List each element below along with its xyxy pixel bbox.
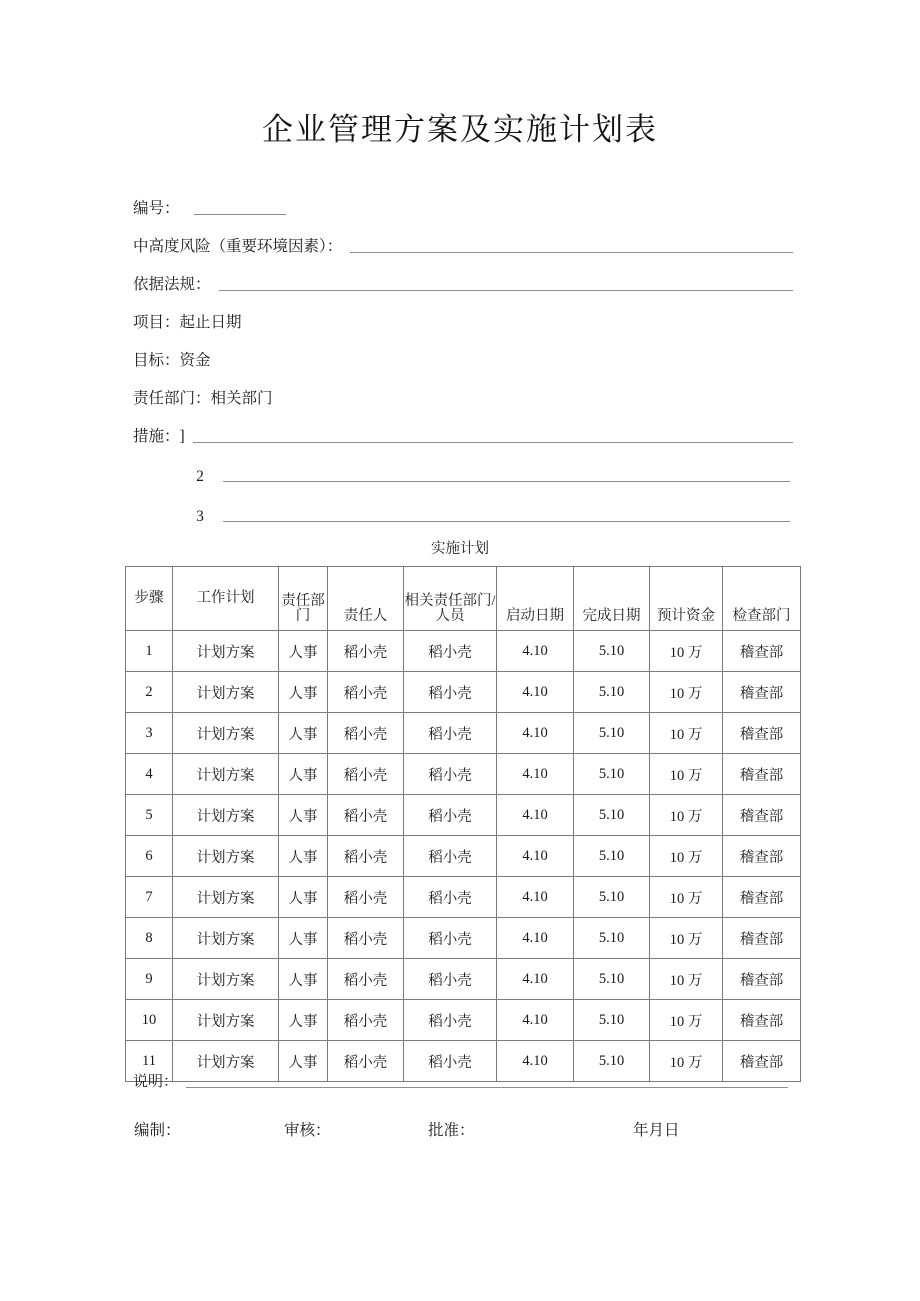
number-label: 编号：: [133, 200, 180, 217]
table-row: [126, 631, 801, 672]
cell-related-parties[interactable]: 稻小壳: [404, 1041, 497, 1082]
column-header-work-plan: 工作计划: [173, 567, 279, 631]
cell-resp-department[interactable]: 人事: [279, 877, 328, 918]
cell-work-plan[interactable]: 计划方案: [173, 877, 279, 918]
cell-finish-date[interactable]: 5.10: [574, 713, 650, 754]
cell-start-date[interactable]: 4.10: [497, 795, 574, 836]
cell-inspection-dept[interactable]: 稽查部: [723, 1000, 801, 1041]
table-header-row: [126, 567, 801, 631]
implementation-plan-table: [125, 566, 801, 1082]
cell-resp-department[interactable]: 人事: [279, 631, 328, 672]
cell-finish-date[interactable]: 5.10: [574, 836, 650, 877]
column-header-start-date: 启动日期: [497, 567, 574, 631]
cell-resp-person[interactable]: 稻小壳: [328, 631, 404, 672]
cell-resp-person[interactable]: 稻小壳: [328, 795, 404, 836]
table-row: [126, 713, 801, 754]
table-row: [126, 836, 801, 877]
cell-inspection-dept[interactable]: 稽查部: [723, 672, 801, 713]
cell-finish-date[interactable]: 5.10: [574, 877, 650, 918]
column-header-step: 步骤: [126, 567, 173, 631]
measures-number-2: 2: [196, 468, 204, 485]
cell-finish-date[interactable]: 5.10: [574, 672, 650, 713]
cell-resp-person[interactable]: 稻小壳: [328, 959, 404, 1000]
date-label[interactable]: 年月日: [633, 1122, 680, 1139]
cell-estimated-funds[interactable]: 10 万: [650, 631, 723, 672]
cell-resp-person[interactable]: 稻小壳: [328, 1000, 404, 1041]
cell-work-plan[interactable]: 计划方案: [173, 1000, 279, 1041]
cell-resp-person[interactable]: 稻小壳: [328, 672, 404, 713]
cell-start-date[interactable]: 4.10: [497, 836, 574, 877]
risk-input-rule[interactable]: [350, 251, 793, 253]
cell-resp-person[interactable]: 稻小壳: [328, 1041, 404, 1082]
cell-estimated-funds[interactable]: 10 万: [650, 877, 723, 918]
cell-inspection-dept[interactable]: 稽查部: [723, 836, 801, 877]
cell-work-plan[interactable]: 计划方案: [173, 754, 279, 795]
cell-finish-date[interactable]: 5.10: [574, 959, 650, 1000]
measures-list: [133, 448, 793, 528]
cell-related-parties[interactable]: 稻小壳: [404, 877, 497, 918]
cell-estimated-funds[interactable]: 10 万: [650, 713, 723, 754]
department-label: 责任部门：: [133, 390, 211, 407]
cell-estimated-funds[interactable]: 10 万: [650, 959, 723, 1000]
measures-number-3: 3: [196, 508, 204, 525]
cell-work-plan[interactable]: 计划方案: [173, 672, 279, 713]
cell-finish-date[interactable]: 5.10: [574, 1041, 650, 1082]
form-row-project: [133, 296, 793, 334]
cell-inspection-dept[interactable]: 稽查部: [723, 713, 801, 754]
cell-start-date[interactable]: 4.10: [497, 672, 574, 713]
cell-resp-person[interactable]: 稻小壳: [328, 754, 404, 795]
cell-start-date[interactable]: 4.10: [497, 631, 574, 672]
cell-step[interactable]: 8: [126, 918, 173, 959]
form-row-number: [133, 182, 793, 220]
cell-related-parties[interactable]: 稻小壳: [404, 672, 497, 713]
cell-related-parties[interactable]: 稻小壳: [404, 1000, 497, 1041]
form-header-block: [133, 182, 793, 528]
cell-step[interactable]: 3: [126, 713, 173, 754]
cell-step[interactable]: 10: [126, 1000, 173, 1041]
cell-start-date[interactable]: 4.10: [497, 877, 574, 918]
goal-label: 目标：: [133, 352, 180, 369]
cell-step[interactable]: 4: [126, 754, 173, 795]
measures-item-3: [133, 488, 793, 528]
cell-resp-department[interactable]: 人事: [279, 918, 328, 959]
cell-resp-department[interactable]: 人事: [279, 754, 328, 795]
note-input-rule[interactable]: [186, 1086, 788, 1088]
table-head: [126, 567, 801, 631]
cell-inspection-dept[interactable]: 稽查部: [723, 918, 801, 959]
approved-by-label[interactable]: 批准：: [428, 1122, 475, 1139]
form-row-measures: [133, 410, 793, 448]
cell-finish-date[interactable]: 5.10: [574, 631, 650, 672]
measures-rule-1[interactable]: [193, 441, 793, 443]
column-header-estimated-funds: 预计资金: [650, 567, 723, 631]
cell-step[interactable]: 5: [126, 795, 173, 836]
cell-related-parties[interactable]: 稻小壳: [404, 836, 497, 877]
form-row-department: [133, 372, 793, 410]
table-row: [126, 1000, 801, 1041]
measures-label: 措施：: [133, 428, 180, 445]
project-label: 项目：: [133, 314, 180, 331]
cell-related-parties[interactable]: 稻小壳: [404, 795, 497, 836]
form-row-risk: [133, 220, 793, 258]
department-value[interactable]: 相关部门: [210, 390, 273, 407]
page-title: 企业管理方案及实施计划表: [262, 112, 658, 147]
cell-step[interactable]: 11: [126, 1041, 173, 1082]
column-header-resp-person: 责任人: [328, 567, 404, 631]
table-row: [126, 959, 801, 1000]
cell-start-date[interactable]: 4.10: [497, 1000, 574, 1041]
cell-finish-date[interactable]: 5.10: [574, 754, 650, 795]
reviewed-by-label[interactable]: 审核：: [284, 1122, 331, 1139]
table-row: [126, 918, 801, 959]
column-header-inspection-dept: 检查部门: [723, 567, 801, 631]
table-caption: 实施计划: [431, 541, 489, 557]
cell-finish-date[interactable]: 5.10: [574, 795, 650, 836]
cell-step[interactable]: 1: [126, 631, 173, 672]
cell-start-date[interactable]: 4.10: [497, 754, 574, 795]
cell-start-date[interactable]: 4.10: [497, 959, 574, 1000]
measures-item-2: [133, 448, 793, 488]
cell-inspection-dept[interactable]: 稽查部: [723, 795, 801, 836]
cell-estimated-funds[interactable]: 10 万: [650, 754, 723, 795]
cell-related-parties[interactable]: 稻小壳: [404, 631, 497, 672]
cell-related-parties[interactable]: 稻小壳: [404, 754, 497, 795]
form-row-goal: [133, 334, 793, 372]
cell-estimated-funds[interactable]: 10 万: [650, 1041, 723, 1082]
cell-work-plan[interactable]: 计划方案: [173, 918, 279, 959]
note-row: [133, 1070, 788, 1093]
column-header-finish-date: 完成日期: [574, 567, 650, 631]
cell-step[interactable]: 7: [126, 877, 173, 918]
cell-finish-date[interactable]: 5.10: [574, 1000, 650, 1041]
cell-estimated-funds[interactable]: 10 万: [650, 918, 723, 959]
regulation-input-rule[interactable]: [219, 289, 793, 291]
goal-value[interactable]: 资金: [179, 352, 211, 369]
cell-related-parties[interactable]: 稻小壳: [404, 959, 497, 1000]
cell-resp-person[interactable]: 稻小壳: [328, 713, 404, 754]
table-body: [126, 631, 801, 1082]
cell-inspection-dept[interactable]: 稽查部: [723, 1041, 801, 1082]
cell-resp-department[interactable]: 人事: [279, 1000, 328, 1041]
cell-related-parties[interactable]: 稻小壳: [404, 713, 497, 754]
cell-resp-person[interactable]: 稻小壳: [328, 918, 404, 959]
cell-resp-department[interactable]: 人事: [279, 1041, 328, 1082]
regulation-label: 依据法规：: [133, 276, 211, 293]
cell-work-plan[interactable]: 计划方案: [173, 795, 279, 836]
cell-inspection-dept[interactable]: 稽查部: [723, 754, 801, 795]
cell-related-parties[interactable]: 稻小壳: [404, 918, 497, 959]
cell-inspection-dept[interactable]: 稽查部: [723, 959, 801, 1000]
cell-resp-person[interactable]: 稻小壳: [328, 877, 404, 918]
cell-start-date[interactable]: 4.10: [497, 713, 574, 754]
measures-rule-3[interactable]: [223, 520, 790, 522]
table-row: [126, 672, 801, 713]
cell-estimated-funds[interactable]: 10 万: [650, 672, 723, 713]
cell-resp-department[interactable]: 人事: [279, 713, 328, 754]
cell-finish-date[interactable]: 5.10: [574, 918, 650, 959]
cell-estimated-funds[interactable]: 10 万: [650, 1000, 723, 1041]
cell-work-plan[interactable]: 计划方案: [173, 959, 279, 1000]
number-input-rule[interactable]: [194, 213, 286, 215]
cell-work-plan[interactable]: 计划方案: [173, 1041, 279, 1082]
table-row: [126, 795, 801, 836]
cell-resp-department[interactable]: 人事: [279, 795, 328, 836]
measures-rule-2[interactable]: [223, 480, 790, 482]
cell-inspection-dept[interactable]: 稽查部: [723, 631, 801, 672]
cell-inspection-dept[interactable]: 稽查部: [723, 877, 801, 918]
table-row: [126, 754, 801, 795]
cell-resp-person[interactable]: 稻小壳: [328, 836, 404, 877]
table-row: [126, 877, 801, 918]
cell-step[interactable]: 6: [126, 836, 173, 877]
cell-resp-department[interactable]: 人事: [279, 672, 328, 713]
measures-first-marker: ]: [179, 428, 185, 445]
form-row-regulation: [133, 258, 793, 296]
cell-work-plan[interactable]: 计划方案: [173, 836, 279, 877]
column-header-related-parties: 相关责任部门/人员: [404, 567, 497, 631]
note-label: 说明：: [133, 1074, 179, 1090]
risk-label: 中高度风险（重要环境因素）：: [133, 238, 343, 255]
cell-step[interactable]: 2: [126, 672, 173, 713]
cell-estimated-funds[interactable]: 10 万: [650, 795, 723, 836]
column-header-resp-department: 责任部门: [279, 567, 328, 631]
cell-work-plan[interactable]: 计划方案: [173, 713, 279, 754]
cell-start-date[interactable]: 4.10: [497, 918, 574, 959]
cell-resp-department[interactable]: 人事: [279, 836, 328, 877]
cell-start-date[interactable]: 4.10: [497, 1041, 574, 1082]
cell-work-plan[interactable]: 计划方案: [173, 631, 279, 672]
cell-resp-department[interactable]: 人事: [279, 959, 328, 1000]
cell-estimated-funds[interactable]: 10 万: [650, 836, 723, 877]
prepared-by-label[interactable]: 编制：: [134, 1122, 181, 1139]
project-value[interactable]: 起止日期: [179, 314, 242, 331]
cell-step[interactable]: 9: [126, 959, 173, 1000]
